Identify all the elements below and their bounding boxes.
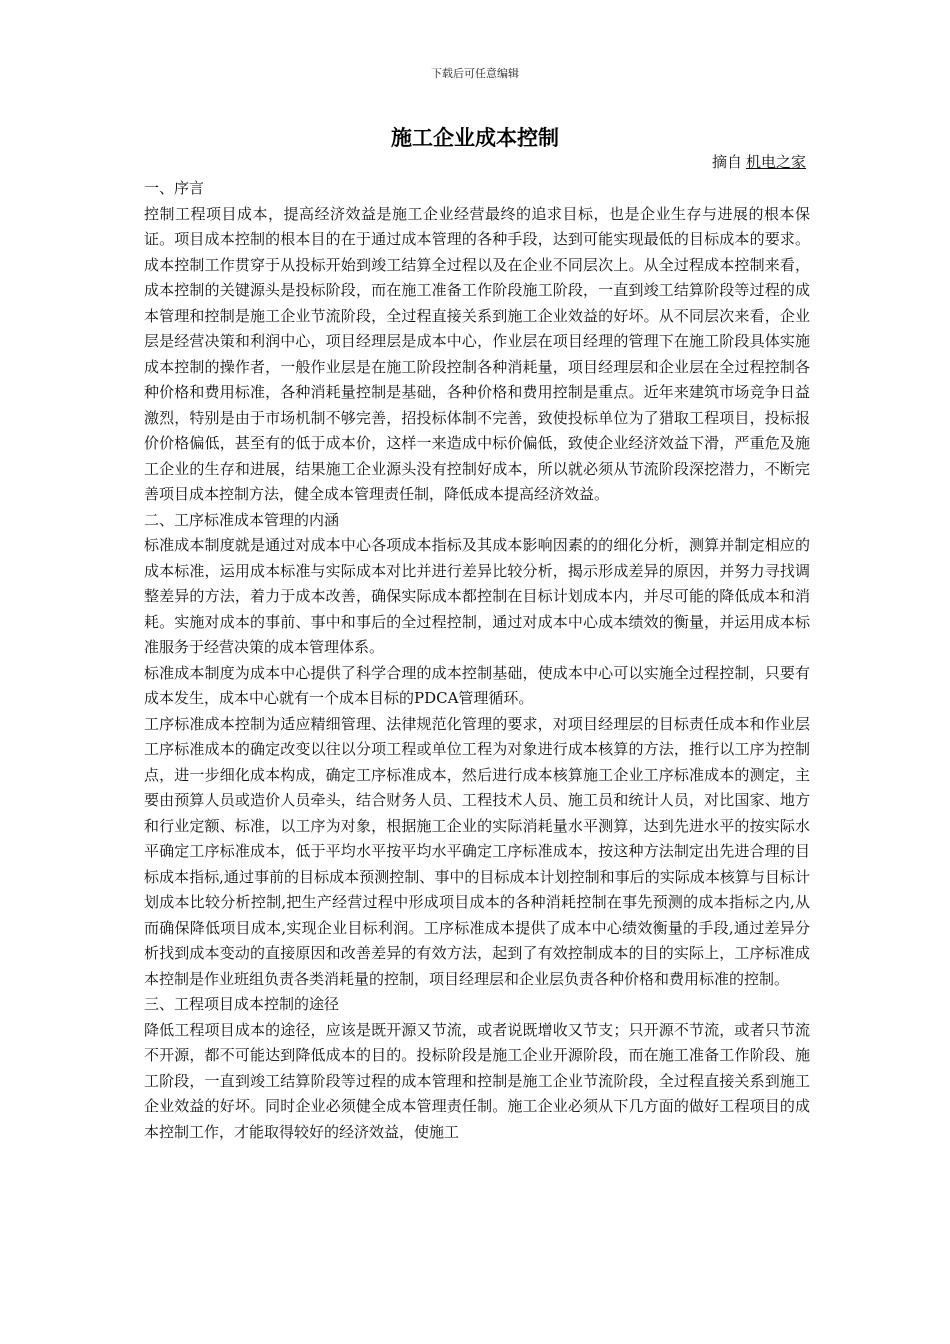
header-note: 下载后可任意编辑 [431, 67, 519, 80]
source-link[interactable]: 机电之家 [745, 153, 806, 171]
source-prefix: 摘自 [711, 153, 742, 171]
document-body [144, 176, 810, 1145]
section-heading: 三、工程项目成本控制的途径 [144, 995, 340, 1013]
paragraph: 控制工程项目成本，提高经济效益是施工企业经营最终的追求目标，也是企业生存与进展的根本保证。项目成本控制的根本目的在于通过成本管理的各种手段，达到可能实现最低的目标成本的要求。成本控制工作贯穿于从投标开始到竣工结算全过程以及在企业不同层次上。从全过程成本控制来看，成本控制的关键源头是投标阶段，而在施工准备工作阶段施工阶段，一直到竣工结算阶段等过程的成本管理和控制是施工企业节流阶段，全过程直接关系到施工企业效益的好坏。从不同层次来看，企业层是经营决策和利润中心，项目经理层是成本中心，作业层在项目经理的管理下在施工阶段具体实施成本控制的操作者，一般作业层是在施工阶段控制各种消耗量，项目经理层和企业层在全过程控制各种价格和费用标准，各种消耗量控制是基础，各种价格和费用控制是重点。近年来建筑市场竞争日益激烈，特别是由于市场机制不够完善，招投标体制不完善，致使投标单位为了猎取工程项目，投标报价价格偏低，甚至有的低于成本价，这样一来造成中标价偏低，致使企业经济效益下滑，严重危及施工企业的生存和进展，结果施工企业源头没有控制好成本，所以就必须从节流阶段深挖潜力，不断完善项目成本控制方法，健全成本管理责任制，降低成本提高经济效益。 [144, 204, 810, 503]
paragraph: 标准成本制度就是通过对成本中心各项成本指标及其成本影响因素的的细化分析，测算并制定相应的成本标准，运用成本标准与实际成本对比并进行差异比较分析，揭示形成差异的原因，并努力寻找调整差异的方法，着力于成本改善，确保实际成本都控制在目标计划成本内，并尽可能的降低成本和消耗。实施对成本的事前、事中和事后的全过程控制，通过对成本中心成本绩效的衡量，并运用成本标准服务于经营决策的成本管理体系。 [144, 536, 810, 656]
paragraph: 工序标准成本控制为适应精细管理、法律规范化管理的要求，对项目经理层的目标责任成本和作业层工序标准成本的确定改变以往以分项工程或单位工程为对象进行成本核算的方法，推行以工序为控制点，进一步细化成本构成，确定工序标准成本，然后进行成本核算施工企业工序标准成本的测定，主要由预算人员或造价人员牵头，结合财务人员、工程技术人员、施工员和统计人员，对比国家、地方和行业定额、标准，以工序为对象，根据施工企业的实际消耗量水平测算，达到先进水平的按实际水平确定工序标准成本，低于平均水平按平均水平确定工序标准成本，按这种方法制定出先进合理的目标成本指标,通过事前的目标成本预测控制、事中的目标成本计划控制和事后的实际成本核算与目标计划成本比较分析控制,把生产经营过程中形成项目成本的各种消耗控制在事先预测的成本指标之内,从而确保降低项目成本,实现企业目标利润。工序标准成本提供了成本中心绩效衡量的手段,通过差异分析找到成本变动的直接原因和改善差异的有效方法，起到了有效控制成本的目的实际上，工序标准成本控制是作业班组负责各类消耗量的控制，项目经理层和企业层负责各种价格和费用标准的控制。 [144, 714, 810, 988]
document-title: 施工企业成本控制 [391, 125, 559, 150]
paragraph: 标准成本制度为成本中心提供了科学合理的成本控制基础，使成本中心可以实施全过程控制，只要有成本发生，成本中心就有一个成本目标的PDCA管理循环。 [144, 663, 810, 707]
section-heading: 二、工序标准成本管理的内涵 [144, 510, 340, 529]
section-heading: 一、序言 [144, 179, 205, 197]
source-line [712, 151, 806, 173]
paragraph: 降低工程项目成本的途径，应该是既开源又节流，或者说既增收又节支；只开源不节流，或者只节流不开源，都不可能达到降低成本的目的。投标阶段是施工企业开源阶段，而在施工准备工作阶段、施工阶段，一直到竣工结算阶段等过程的成本管理和控制是施工企业节流阶段，全过程直接关系到施工企业效益的好坏。同时企业必须健全成本管理责任制。施工企业必须从下几方面的做好工程项目的成本控制工作，才能取得较好的经济效益，使施工 [144, 1020, 810, 1141]
